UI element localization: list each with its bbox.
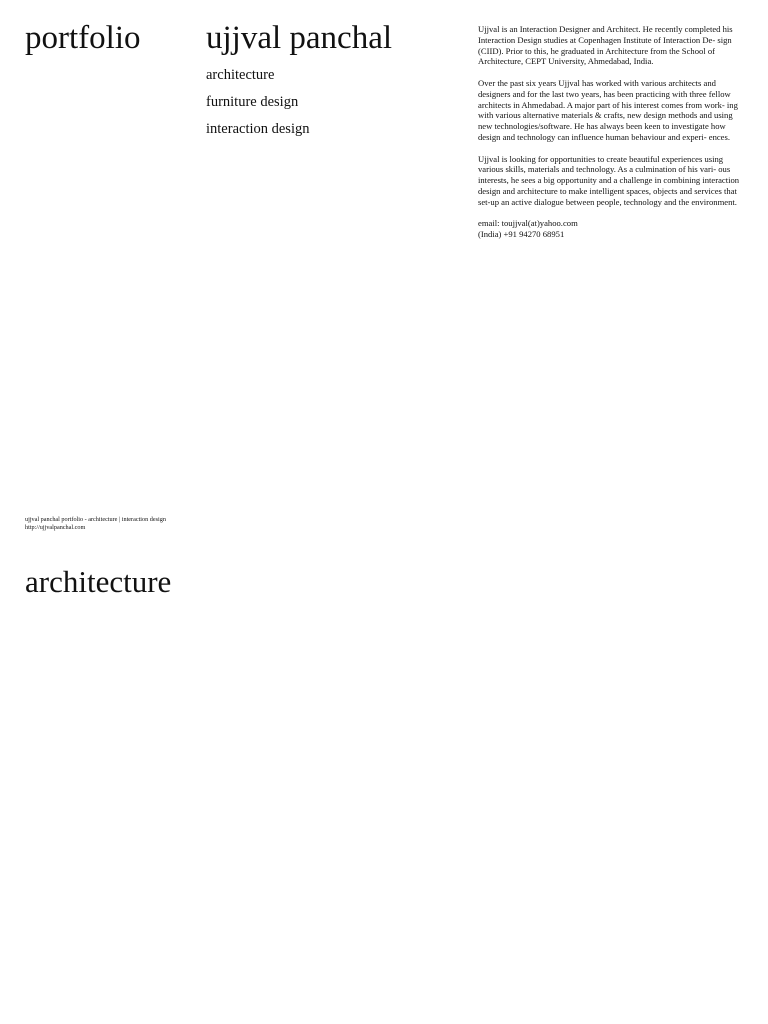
bio-paragraph: Ujjval is looking for opportunities to create beautiful experiences using various skills, materials and technology. As a culmination of his vari- ous interests, he sees a big opportunity and a challenge in combining interaction design and architecture to make intelligent spaces, objects and services that set-up an active dialogue between people, technology and the environment. xyxy=(478,153,740,207)
category-architecture[interactable]: architecture xyxy=(206,67,275,83)
designer-name: ujjval panchal xyxy=(206,20,393,56)
bio-paragraph: Ujjval is an Interaction Designer and Architect. He recently completed his Interaction Design studies at Copenhagen Institute of Interaction De- sign (CIID). Prior to this, he graduated in Architecture from the School of Architecture, CEPT University, Ahmedabad, India. xyxy=(478,24,733,67)
bio-paragraph: Over the past six years Ujjval has worked with various architects and designers and for the last two years, has been practicing with three fellow architects in Ahmedabad. A major part of his interest comes from work- ing with various alternative materials & crafts, new design methods and using new technologies/software. He has always been keen to investigate how design and technology can influence human behaviour and experi- ences. xyxy=(478,77,738,142)
category-interaction-design[interactable]: interaction design xyxy=(206,121,310,137)
section-title: architecture xyxy=(25,564,172,599)
contact-info xyxy=(478,218,740,240)
bio-text xyxy=(478,24,740,240)
footer-url[interactable]: http://ujjvalpanchal.com xyxy=(25,524,86,531)
contact-phone: (India) +91 94270 68951 xyxy=(478,229,565,240)
footer-caption: ujjval panchal portfolio - architecture | interaction design xyxy=(25,516,166,523)
portfolio-heading: portfolio xyxy=(25,20,141,56)
contact-email[interactable]: email: toujjval(at)yahoo.com xyxy=(478,218,578,229)
footer-note xyxy=(25,516,166,532)
category-list xyxy=(206,62,309,143)
category-furniture-design[interactable]: furniture design xyxy=(206,94,299,110)
